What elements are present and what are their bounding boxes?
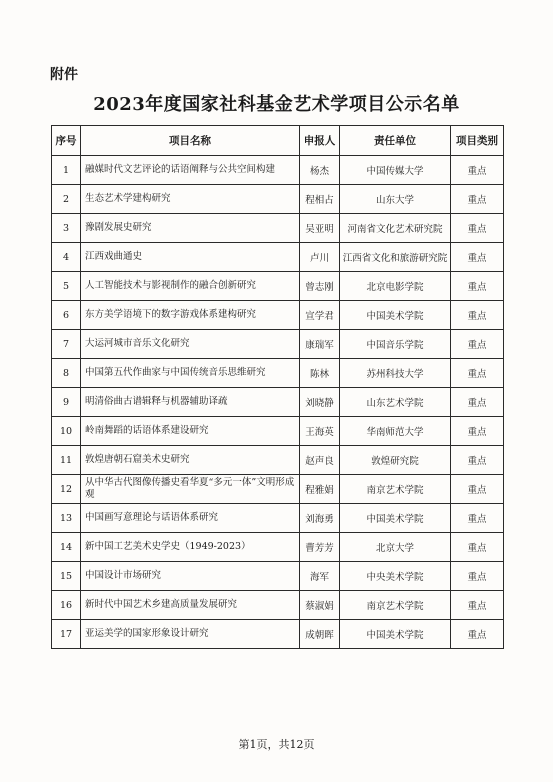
cell-applicant: 刘海勇 [300, 504, 340, 533]
table-row [52, 562, 504, 591]
cell-unit: 华南师范大学 [340, 417, 451, 446]
cell-project-name: 新时代中国艺术乡建高质量发展研究 [81, 591, 300, 620]
cell-project-name: 大运河城市音乐文化研究 [81, 330, 300, 359]
cell-applicant: 吴亚明 [300, 214, 340, 243]
table-row [52, 185, 504, 214]
cell-number: 17 [52, 620, 81, 649]
table-row [52, 417, 504, 446]
cell-unit: 敦煌研究院 [340, 446, 451, 475]
cell-project-name: 亚运美学的国家形象设计研究 [81, 620, 300, 649]
table-header-row [52, 126, 504, 156]
cell-number: 13 [52, 504, 81, 533]
cell-number: 12 [52, 475, 81, 504]
cell-applicant: 杨杰 [300, 156, 340, 185]
cell-applicant: 卢川 [300, 243, 340, 272]
cell-project-name: 豫剧发展史研究 [81, 214, 300, 243]
cell-project-name: 岭南舞蹈的话语体系建设研究 [81, 417, 300, 446]
project-table [51, 125, 504, 649]
header-applicant: 申报人 [300, 126, 340, 156]
cell-unit: 中国美术学院 [340, 504, 451, 533]
table-row [52, 504, 504, 533]
cell-category: 重点 [451, 417, 504, 446]
cell-number: 2 [52, 185, 81, 214]
cell-category: 重点 [451, 591, 504, 620]
cell-project-name: 敦煌唐朝石窟美术史研究 [81, 446, 300, 475]
cell-unit: 山东大学 [340, 185, 451, 214]
table-row [52, 388, 504, 417]
cell-category: 重点 [451, 330, 504, 359]
cell-category: 重点 [451, 272, 504, 301]
cell-number: 5 [52, 272, 81, 301]
cell-project-name: 新中国工艺美术史学史（1949-2023） [81, 533, 300, 562]
cell-category: 重点 [451, 301, 504, 330]
cell-number: 11 [52, 446, 81, 475]
cell-category: 重点 [451, 504, 504, 533]
cell-applicant: 王海英 [300, 417, 340, 446]
cell-number: 10 [52, 417, 81, 446]
cell-number: 14 [52, 533, 81, 562]
cell-applicant: 蔡淑娟 [300, 591, 340, 620]
header-category: 项目类别 [451, 126, 504, 156]
cell-unit: 中央美术学院 [340, 562, 451, 591]
table-row [52, 620, 504, 649]
table-row [52, 214, 504, 243]
cell-number: 7 [52, 330, 81, 359]
table-row [52, 359, 504, 388]
cell-unit: 南京艺术学院 [340, 475, 451, 504]
cell-category: 重点 [451, 388, 504, 417]
table-row [52, 591, 504, 620]
cell-applicant: 刘晓静 [300, 388, 340, 417]
cell-number: 15 [52, 562, 81, 591]
cell-unit: 中国传媒大学 [340, 156, 451, 185]
cell-applicant: 宣学君 [300, 301, 340, 330]
cell-category: 重点 [451, 359, 504, 388]
cell-applicant: 成朝晖 [300, 620, 340, 649]
header-unit: 责任单位 [340, 126, 451, 156]
cell-category: 重点 [451, 214, 504, 243]
cell-category: 重点 [451, 243, 504, 272]
cell-category: 重点 [451, 446, 504, 475]
cell-unit: 山东艺术学院 [340, 388, 451, 417]
cell-number: 4 [52, 243, 81, 272]
cell-project-name: 中国画写意理论与话语体系研究 [81, 504, 300, 533]
cell-unit: 北京电影学院 [340, 272, 451, 301]
cell-unit: 江西省文化和旅游研究院 [340, 243, 451, 272]
table-row [52, 156, 504, 185]
table-row [52, 446, 504, 475]
table-row [52, 475, 504, 504]
cell-applicant: 程相占 [300, 185, 340, 214]
cell-project-name: 东方美学语境下的数字游戏体系建构研究 [81, 301, 300, 330]
cell-project-name: 从中华古代图像传播史看华夏“多元一体”文明形成观 [81, 475, 300, 504]
cell-number: 8 [52, 359, 81, 388]
cell-unit: 中国音乐学院 [340, 330, 451, 359]
table-row [52, 533, 504, 562]
cell-applicant: 曹芳芳 [300, 533, 340, 562]
cell-unit: 河南省文化艺术研究院 [340, 214, 451, 243]
cell-project-name: 中国设计市场研究 [81, 562, 300, 591]
page-title: 2023年度国家社科基金艺术学项目公示名单 [93, 94, 460, 115]
cell-category: 重点 [451, 185, 504, 214]
cell-unit: 南京艺术学院 [340, 591, 451, 620]
table-row [52, 272, 504, 301]
cell-unit: 北京大学 [340, 533, 451, 562]
table-row [52, 330, 504, 359]
cell-project-name: 中国第五代作曲家与中国传统音乐思维研究 [81, 359, 300, 388]
cell-category: 重点 [451, 475, 504, 504]
cell-applicant: 赵声良 [300, 446, 340, 475]
cell-project-name: 人工智能技术与影视制作的融合创新研究 [81, 272, 300, 301]
cell-applicant: 陈林 [300, 359, 340, 388]
table-body [52, 156, 504, 649]
cell-project-name: 融媒时代文艺评论的话语阐释与公共空间构建 [81, 156, 300, 185]
page-footer: 第1页，共12页 [238, 738, 315, 751]
cell-number: 1 [52, 156, 81, 185]
cell-applicant: 康瑞军 [300, 330, 340, 359]
header-project-name: 项目名称 [81, 126, 300, 156]
cell-project-name: 明清俗曲古谱辑释与机器辅助译疏 [81, 388, 300, 417]
cell-category: 重点 [451, 620, 504, 649]
cell-number: 3 [52, 214, 81, 243]
attachment-label: 附件 [50, 67, 78, 83]
cell-category: 重点 [451, 562, 504, 591]
cell-unit: 中国美术学院 [340, 620, 451, 649]
header-number: 序号 [52, 126, 81, 156]
cell-unit: 中国美术学院 [340, 301, 451, 330]
table-row [52, 243, 504, 272]
cell-number: 16 [52, 591, 81, 620]
table-row [52, 301, 504, 330]
cell-applicant: 海军 [300, 562, 340, 591]
cell-applicant: 曾志刚 [300, 272, 340, 301]
cell-number: 9 [52, 388, 81, 417]
cell-number: 6 [52, 301, 81, 330]
cell-category: 重点 [451, 156, 504, 185]
cell-project-name: 江西戏曲通史 [81, 243, 300, 272]
cell-applicant: 程雅娟 [300, 475, 340, 504]
cell-category: 重点 [451, 533, 504, 562]
cell-project-name: 生态艺术学建构研究 [81, 185, 300, 214]
cell-unit: 苏州科技大学 [340, 359, 451, 388]
